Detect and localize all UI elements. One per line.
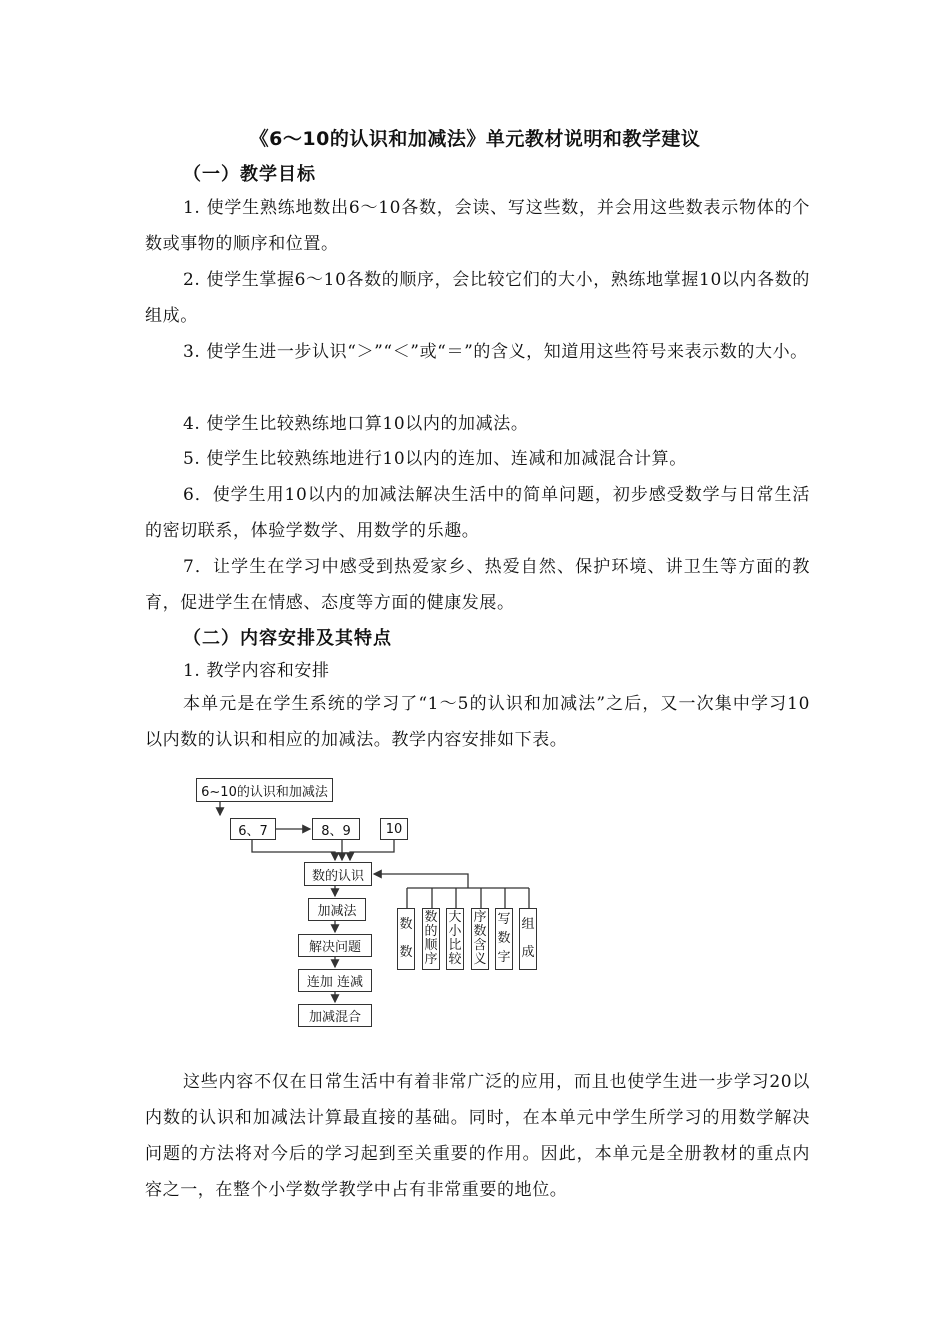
closing-paragraph: 这些内容不仅在日常生活中有着非常广泛的应用，而且也使学生进一步学习20以内数的认识和加减法计算最直接的基础。同时，在本单元中学生所学习的用数学解决问题的方法将对今后的学习起到至关重要的作用。因此，本单元是全册教材的重点内容之一，在整个小学数学教学中占有非常重要的地位。 [145, 1072, 810, 1200]
diagram-box-10: 10 [380, 818, 408, 840]
diagram-chain-mixed: 加减混合 [298, 1004, 372, 1027]
diagram-branch-composition: 组 成 [519, 908, 537, 970]
goal-item-3: 3. 使学生进一步认识“＞”“＜”或“＝”的含义，知道用这些符号来表示数的大小。 [183, 342, 808, 362]
diagram-connectors [190, 770, 550, 1035]
diagram-branch-number-order: 数 的 顺 序 [422, 908, 440, 970]
diagram-box-6-7: 6、7 [230, 818, 276, 840]
diagram-chain-number-recognition: 数的认识 [304, 862, 372, 886]
diagram-branch-writing-digits: 写 数 字 [495, 908, 513, 970]
diagram-box-8-9: 8、9 [312, 818, 360, 840]
goal-item-7: 7．让学生在学习中感受到热爱家乡、热爱自然、保护环境、讲卫生等方面的教育，促进学生在情感、态度等方面的健康发展。 [145, 557, 810, 613]
subheading-content-arrangement: 1. 教学内容和安排 [183, 661, 330, 681]
diagram-branch-counting: 数 数 [397, 908, 415, 970]
document-title: 《6～10的认识和加减法》单元教材说明和教学建议 [249, 128, 701, 150]
diagram-top-box: 6~10的认识和加减法 [196, 778, 333, 802]
diagram-branch-ordinal-meaning: 序 数 含 义 [471, 908, 489, 970]
goal-item-4: 4. 使学生比较熟练地口算10以内的加减法。 [183, 414, 529, 434]
diagram-branch-size-comparison: 大 小 比 较 [446, 908, 464, 970]
diagram-chain-consecutive: 连加 连减 [298, 969, 372, 992]
goal-item-2: 2. 使学生掌握6～10各数的顺序，会比较它们的大小，熟练地掌握10以内各数的组成。 [145, 270, 810, 326]
content-structure-diagram [190, 770, 550, 1035]
goal-item-1: 1. 使学生熟练地数出6～10各数，会读、写这些数，并会用这些数表示物体的个数或事物的顺序和位置。 [145, 198, 810, 254]
diagram-chain-add-subtract: 加减法 [308, 898, 366, 921]
goal-item-6: 6．使学生用10以内的加减法解决生活中的简单问题，初步感受数学与日常生活的密切联系，体验学数学、用数学的乐趣。 [145, 485, 810, 541]
section-heading-content: （二）内容安排及其特点 [183, 628, 392, 649]
section-heading-goals: （一）教学目标 [183, 164, 316, 185]
diagram-chain-problem-solving: 解决问题 [298, 934, 372, 957]
goal-item-5: 5. 使学生比较熟练地进行10以内的连加、连减和加减混合计算。 [183, 449, 687, 469]
intro-paragraph: 本单元是在学生系统的学习了“1～5的认识和加减法”之后，又一次集中学习10以内数的认识和相应的加减法。教学内容安排如下表。 [145, 694, 810, 750]
